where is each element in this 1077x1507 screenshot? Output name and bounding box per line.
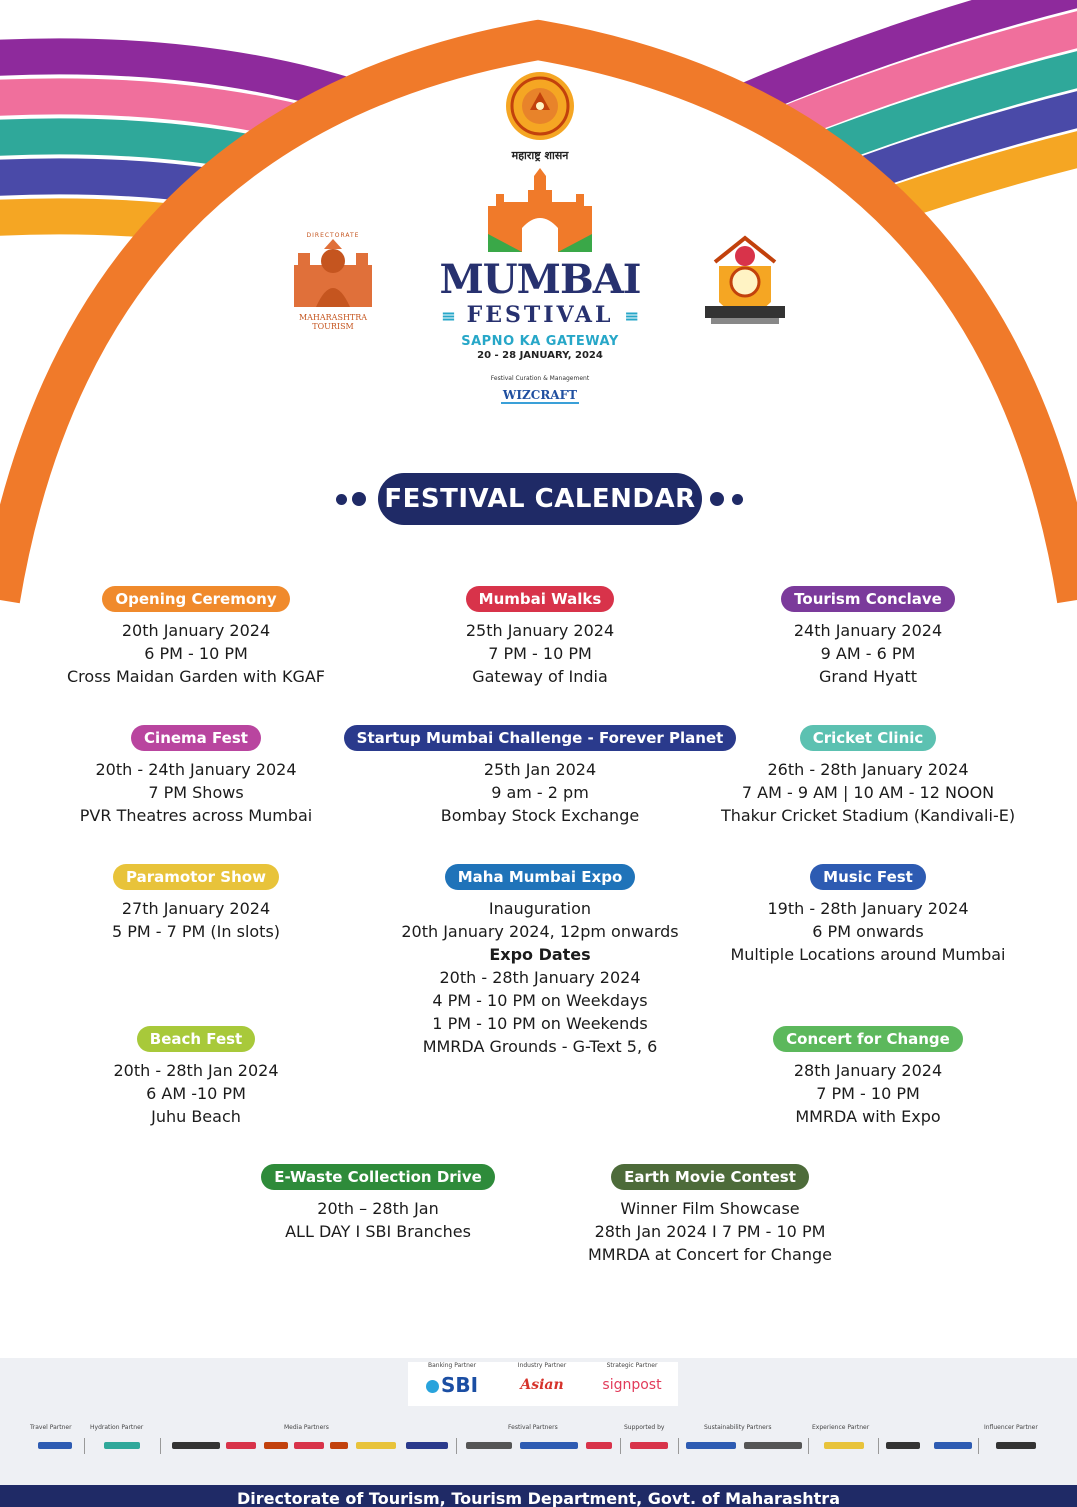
- sbi-logo-icon: [426, 1380, 439, 1393]
- event-badge: Cinema Fest: [131, 725, 261, 751]
- maharashtra-tourism-logo: [282, 232, 384, 331]
- event-detail-line: 25th January 2024: [465, 621, 615, 640]
- event-detail-line: 20th - 28th Jan 2024: [113, 1061, 279, 1080]
- strategic-partner: Strategic Partner signpost: [588, 1362, 676, 1393]
- event-detail-line: Gateway of India: [472, 667, 608, 686]
- festival-subtitle-row: [420, 302, 660, 330]
- partner-category: Media Partners: [284, 1424, 329, 1431]
- event-paramotor-show: [0, 864, 396, 943]
- event-detail-line: 28th Jan 2024 I 7 PM - 10 PM: [594, 1222, 826, 1241]
- partner-divider: [808, 1438, 809, 1454]
- partner-logo: [294, 1442, 324, 1449]
- event-detail-line: 7 PM Shows: [148, 783, 244, 802]
- event-detail-line: 25th Jan 2024: [483, 760, 597, 779]
- partner-divider: [84, 1438, 85, 1454]
- partner-logos-row: [28, 1424, 1053, 1464]
- partner-category: Sustainability Partners: [704, 1424, 772, 1431]
- event-detail-line: 7 PM - 10 PM: [488, 644, 592, 663]
- major-partners: [408, 1362, 678, 1406]
- partner-logo: [586, 1442, 612, 1449]
- tourism-top-label: DIRECTORATE: [306, 232, 360, 239]
- partner-category: Experience Partner: [812, 1424, 870, 1431]
- maharashtra-shasan-seal: [488, 70, 592, 163]
- event-detail-line: 7 PM - 10 PM: [816, 1084, 920, 1103]
- event-detail-line: 4 PM - 10 PM on Weekdays: [432, 991, 648, 1010]
- partner-logo: [824, 1442, 864, 1449]
- event-detail-line: 20th - 28th January 2024: [439, 968, 641, 987]
- event-detail-line: 24th January 2024: [793, 621, 943, 640]
- event-detail-line: 20th January 2024: [121, 621, 271, 640]
- event-badge: Maha Mumbai Expo: [445, 864, 636, 890]
- event-detail-line: Cross Maidan Garden with KGAF: [67, 667, 325, 686]
- event-cricket-clinic: [668, 725, 1068, 827]
- event-detail-line: Bombay Stock Exchange: [440, 806, 640, 825]
- event-detail-line: PVR Theatres across Mumbai: [79, 806, 313, 825]
- partner-logo: [744, 1442, 802, 1449]
- partner-logo: [264, 1442, 288, 1449]
- partner-divider: [678, 1438, 679, 1454]
- festival-title: MUMBAI: [439, 256, 641, 303]
- government-seal-icon: [504, 70, 576, 142]
- event-opening-ceremony: [0, 586, 396, 688]
- event-detail-line: 28th January 2024: [793, 1061, 943, 1080]
- event-cinema-fest: [0, 725, 396, 827]
- event-detail-line: Inauguration: [488, 899, 592, 918]
- event-detail-line: Thakur Cricket Stadium (Kandivali-E): [720, 806, 1016, 825]
- event-detail-line: 19th - 28th January 2024: [767, 899, 969, 918]
- partner-category: Supported by: [624, 1424, 665, 1431]
- event-beach-fest: [0, 1026, 396, 1128]
- event-badge: Opening Ceremony: [102, 586, 289, 612]
- festival-subtitle: FESTIVAL: [466, 302, 614, 328]
- event-badge: Concert for Change: [773, 1026, 963, 1052]
- event-detail-line: 20th January 2024, 12pm onwards: [401, 922, 679, 941]
- event-detail-line: 6 PM onwards: [812, 922, 924, 941]
- event-detail-line: MMRDA Grounds - G-Text 5, 6: [422, 1037, 658, 1056]
- event-badge: Earth Movie Contest: [611, 1164, 809, 1190]
- banking-partner: Banking Partner SBI: [408, 1362, 496, 1397]
- partner-logo: [172, 1442, 220, 1449]
- event-badge: Music Fest: [810, 864, 926, 890]
- event-badge: Mumbai Walks: [466, 586, 615, 612]
- event-detail-line: ALL DAY I SBI Branches: [285, 1222, 471, 1241]
- event-detail-line: 26th - 28th January 2024: [767, 760, 969, 779]
- event-badge: Tourism Conclave: [781, 586, 955, 612]
- tourism-caption: MAHARASHTRA TOURISM: [298, 313, 368, 331]
- festival-tagline: SAPNO KA GATEWAY: [461, 334, 619, 349]
- tourism-emblem-icon: [288, 239, 378, 307]
- partner-divider: [620, 1438, 621, 1454]
- event-detail-line: 20th – 28th Jan: [317, 1199, 439, 1218]
- event-concert-for-change: [668, 1026, 1068, 1128]
- partner-category: Travel Partner: [30, 1424, 72, 1431]
- partner-logo: [38, 1442, 72, 1449]
- partner-divider: [456, 1438, 457, 1454]
- event-badge: Paramotor Show: [113, 864, 279, 890]
- partner-logo: [330, 1442, 348, 1449]
- seal-caption: महाराष्ट्र शासन: [511, 149, 569, 162]
- event-detail-line: 27th January 2024: [121, 899, 271, 918]
- crest-emblem-icon: [697, 232, 793, 328]
- partner-divider: [978, 1438, 979, 1454]
- event-badge: Startup Mumbai Challenge - Forever Planet: [344, 725, 737, 751]
- event-badge: Beach Fest: [137, 1026, 255, 1052]
- wizcraft-logo: WIZCRAFT: [502, 388, 578, 402]
- event-music-fest: [668, 864, 1068, 966]
- partner-logo: [356, 1442, 396, 1449]
- event-detail-line: 6 AM -10 PM: [146, 1084, 246, 1103]
- partner-category: Influencer Partner: [984, 1424, 1038, 1431]
- partner-divider: [878, 1438, 879, 1454]
- event-detail-line: Expo Dates: [489, 945, 591, 964]
- event-earth-movie-contest: [510, 1164, 910, 1266]
- partner-logo: [466, 1442, 512, 1449]
- event-detail-line: Juhu Beach: [151, 1107, 241, 1126]
- wave-right-icon: ≡: [624, 306, 640, 327]
- festival-dates: 20 - 28 JANUARY, 2024: [477, 350, 603, 361]
- partner-logo: [886, 1442, 920, 1449]
- partner-logo: [934, 1442, 972, 1449]
- partner-category: Festival Partners: [508, 1424, 558, 1431]
- partner-divider: [160, 1438, 161, 1454]
- partner-logo: [630, 1442, 668, 1449]
- event-detail-line: 7 AM - 9 AM | 10 AM - 12 NOON: [741, 783, 995, 802]
- partner-category: Hydration Partner: [90, 1424, 144, 1431]
- heading-dot: [336, 494, 347, 505]
- event-badge: Cricket Clinic: [800, 725, 937, 751]
- event-detail-line: MMRDA with Expo: [795, 1107, 941, 1126]
- partner-logo: [406, 1442, 448, 1449]
- event-detail-line: 9 AM - 6 PM: [820, 644, 916, 663]
- event-badge: E-Waste Collection Drive: [261, 1164, 495, 1190]
- event-detail-line: Winner Film Showcase: [620, 1199, 800, 1218]
- curator-label: Festival Curation & Management: [490, 375, 590, 382]
- sbi-name: SBI: [440, 1373, 479, 1397]
- event-detail-line: 6 PM - 10 PM: [144, 644, 248, 663]
- signpost-name: signpost: [602, 1377, 662, 1393]
- footer-credit: Directorate of Tourism, Tourism Department, Govt. of Maharashtra: [0, 1485, 1077, 1507]
- festival-calendar-heading: [330, 473, 750, 525]
- partner-logo: [520, 1442, 578, 1449]
- event-detail-line: 20th - 24th January 2024: [95, 760, 297, 779]
- event-tourism-conclave: [668, 586, 1068, 688]
- event-detail-line: Multiple Locations around Mumbai: [730, 945, 1006, 964]
- event-detail-line: Grand Hyatt: [818, 667, 917, 686]
- mumbai-police-crest: [695, 232, 795, 332]
- calendar-title: FESTIVAL CALENDAR: [378, 473, 702, 525]
- partner-logo: [996, 1442, 1036, 1449]
- heading-dot: [732, 494, 743, 505]
- gateway-of-india-icon: [478, 168, 602, 252]
- event-detail-line: MMRDA at Concert for Change: [588, 1245, 832, 1264]
- partner-logo: [226, 1442, 256, 1449]
- asian-paints-name: Asian: [520, 1377, 564, 1393]
- wave-left-icon: ≡: [440, 306, 456, 327]
- event-detail-line: 5 PM - 7 PM (In slots): [111, 922, 281, 941]
- heading-dot: [352, 492, 366, 506]
- mumbai-festival-logo: [420, 168, 660, 404]
- partner-logo: [686, 1442, 736, 1449]
- industry-partner: Industry Partner Asian: [498, 1362, 586, 1393]
- heading-dot: [710, 492, 724, 506]
- partners-strip: [0, 1358, 1077, 1488]
- partner-logo: [104, 1442, 140, 1449]
- event-detail-line: 9 am - 2 pm: [491, 783, 589, 802]
- event-detail-line: 1 PM - 10 PM on Weekends: [432, 1014, 648, 1033]
